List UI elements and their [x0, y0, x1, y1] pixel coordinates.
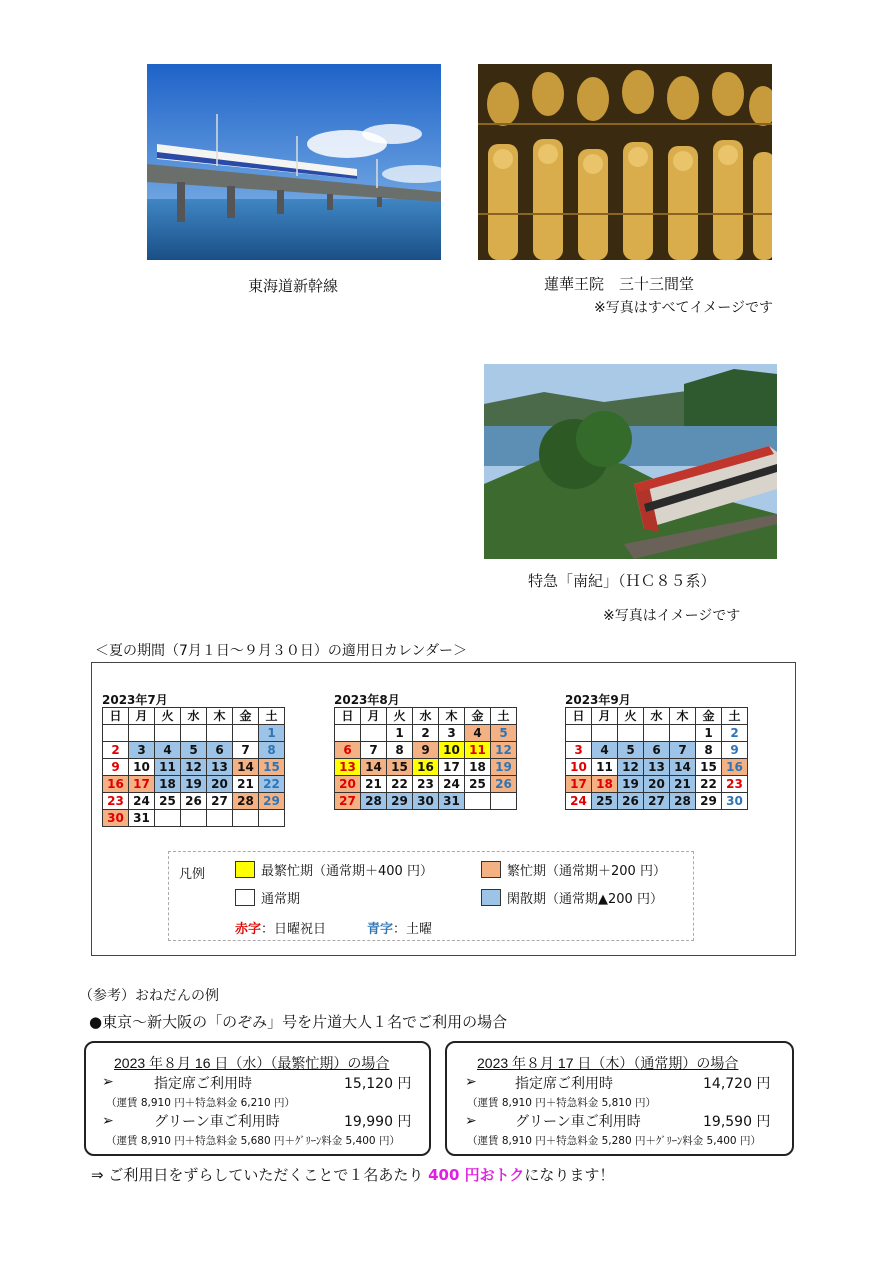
calendar-september [565, 693, 748, 810]
day-cell: 17 [129, 776, 155, 793]
day-cell [103, 725, 129, 742]
day-cell: 8 [696, 742, 722, 759]
day-cell: 21 [361, 776, 387, 793]
day-cell: 6 [207, 742, 233, 759]
day-cell: 23 [722, 776, 748, 793]
day-cell: 28 [670, 793, 696, 810]
day-cell: 12 [618, 759, 644, 776]
week-row [566, 793, 748, 810]
day-cell: 11 [592, 759, 618, 776]
day-cell: 24 [566, 793, 592, 810]
sanjusangendo-photo [478, 64, 772, 260]
week-row [335, 759, 517, 776]
nanki-photo [484, 364, 777, 559]
day-cell: 6 [644, 742, 670, 759]
day-cell: 5 [491, 725, 517, 742]
day-cell: 18 [155, 776, 181, 793]
day-cell [592, 725, 618, 742]
day-cell: 7 [670, 742, 696, 759]
day-cell [233, 725, 259, 742]
day-cell: 23 [413, 776, 439, 793]
day-cell: 17 [439, 759, 465, 776]
day-cell: 28 [361, 793, 387, 810]
green-price: 19,590 円 [703, 1114, 771, 1130]
off-swatch [481, 889, 501, 906]
price-box-peak [84, 1041, 431, 1156]
legend-red-text: ：日曜祝日 [261, 922, 327, 937]
conclusion-line [91, 1164, 614, 1185]
day-cell: 25 [155, 793, 181, 810]
day-cell: 12 [181, 759, 207, 776]
legend-blue-text: ：土曜 [393, 922, 433, 937]
price-box-normal [445, 1041, 794, 1156]
green-arrow: ➢ [102, 1113, 114, 1129]
legend-blue [367, 918, 432, 937]
day-cell: 20 [207, 776, 233, 793]
day-cell [207, 810, 233, 827]
week-row [566, 725, 748, 742]
day-cell: 7 [233, 742, 259, 759]
reserved-label: 指定席ご利用時 [154, 1076, 252, 1092]
day-cell: 10 [129, 759, 155, 776]
photo-note-one: ※写真はイメージです [603, 608, 741, 624]
day-cell: 10 [439, 742, 465, 759]
legend-off-text: 閑散期（通常期▲200 円） [507, 892, 663, 907]
day-cell [361, 725, 387, 742]
weekday-cell: 土 [491, 708, 517, 725]
day-cell: 30 [722, 793, 748, 810]
day-cell: 26 [181, 793, 207, 810]
day-cell: 20 [644, 776, 670, 793]
day-cell: 9 [103, 759, 129, 776]
day-cell [207, 725, 233, 742]
legend-normal-text: 通常期 [261, 892, 301, 907]
legend-off [481, 888, 663, 907]
day-cell: 14 [670, 759, 696, 776]
weekday-cell: 土 [722, 708, 748, 725]
day-cell: 10 [566, 759, 592, 776]
legend-peak-text: 最繁忙期（通常期＋400 円） [261, 864, 433, 879]
day-cell: 12 [491, 742, 517, 759]
reserved-price: 14,720 円 [703, 1076, 771, 1092]
day-cell: 3 [439, 725, 465, 742]
calendar-july [102, 693, 285, 827]
conclusion-suffix: になります！ [524, 1166, 615, 1184]
day-cell [618, 725, 644, 742]
week-row [103, 742, 285, 759]
week-row [566, 776, 748, 793]
calendar-august [334, 693, 517, 810]
day-cell: 14 [361, 759, 387, 776]
day-cell [491, 793, 517, 810]
week-row [103, 725, 285, 742]
day-cell: 31 [129, 810, 155, 827]
weekday-cell: 日 [566, 708, 592, 725]
day-cell: 4 [465, 725, 491, 742]
green-arrow: ➢ [465, 1113, 477, 1129]
day-cell: 1 [387, 725, 413, 742]
day-cell: 31 [439, 793, 465, 810]
day-cell: 26 [618, 793, 644, 810]
day-cell: 18 [465, 759, 491, 776]
green-label: グリーン車ご利用時 [154, 1114, 280, 1130]
day-cell: 20 [335, 776, 361, 793]
week-row [566, 759, 748, 776]
day-cell: 1 [259, 725, 285, 742]
legend-red [235, 918, 326, 937]
day-cell [181, 725, 207, 742]
shinkansen-caption: 東海道新幹線 [248, 277, 339, 295]
day-cell [181, 810, 207, 827]
price-box-title: 2023 年８月 16 日（水）（最繁忙期）の場合 [114, 1055, 390, 1071]
busy-swatch [481, 861, 501, 878]
weekday-header [103, 708, 285, 725]
day-cell: 13 [335, 759, 361, 776]
day-cell: 30 [103, 810, 129, 827]
day-cell: 2 [722, 725, 748, 742]
day-cell: 16 [413, 759, 439, 776]
weekday-cell: 火 [618, 708, 644, 725]
day-cell: 24 [129, 793, 155, 810]
reserved-detail: （運賃 8,910 円＋特急料金 5,810 円） [467, 1097, 656, 1109]
day-cell: 2 [103, 742, 129, 759]
weekday-cell: 水 [181, 708, 207, 725]
weekday-cell: 木 [207, 708, 233, 725]
weekday-cell: 月 [361, 708, 387, 725]
day-cell [155, 810, 181, 827]
weekday-header [335, 708, 517, 725]
day-cell: 15 [696, 759, 722, 776]
day-cell: 29 [696, 793, 722, 810]
legend-busy [481, 860, 666, 879]
weekday-cell: 土 [259, 708, 285, 725]
day-cell: 28 [233, 793, 259, 810]
day-cell: 7 [361, 742, 387, 759]
day-cell: 4 [155, 742, 181, 759]
day-cell: 22 [387, 776, 413, 793]
day-cell: 3 [129, 742, 155, 759]
day-cell [259, 810, 285, 827]
day-cell: 22 [696, 776, 722, 793]
price-box-title: 2023 年８月 17 日（木）（通常期）の場合 [477, 1055, 739, 1071]
day-cell: 29 [387, 793, 413, 810]
reserved-detail: （運賃 8,910 円＋特急料金 6,210 円） [106, 1097, 295, 1109]
day-cell: 1 [696, 725, 722, 742]
day-cell: 4 [592, 742, 618, 759]
week-row [103, 759, 285, 776]
day-cell: 23 [103, 793, 129, 810]
weekday-cell: 金 [233, 708, 259, 725]
normal-swatch [235, 889, 255, 906]
photo-note-all: ※写真はすべてイメージです [594, 300, 774, 316]
day-cell: 15 [259, 759, 285, 776]
day-cell: 15 [387, 759, 413, 776]
legend-normal [235, 888, 300, 907]
day-cell: 27 [644, 793, 670, 810]
day-cell: 24 [439, 776, 465, 793]
legend-busy-text: 繁忙期（通常期＋200 円） [507, 864, 666, 879]
green-label: グリーン車ご利用時 [515, 1114, 641, 1130]
legend-red-label: 赤字 [235, 922, 262, 937]
month-grid [102, 707, 285, 827]
sanjusangendo-caption: 蓮華王院 三十三間堂 [544, 275, 695, 293]
week-row [103, 776, 285, 793]
day-cell: 2 [413, 725, 439, 742]
day-cell: 16 [103, 776, 129, 793]
weekday-header [566, 708, 748, 725]
weekday-cell: 金 [696, 708, 722, 725]
day-cell [566, 725, 592, 742]
day-cell: 26 [491, 776, 517, 793]
legend-label: 凡例 [179, 867, 206, 882]
weekday-cell: 月 [592, 708, 618, 725]
calendar-heading: ＜夏の期間（7月１日～９月３０日）の適用日カレンダー＞ [95, 643, 467, 659]
weekday-cell: 火 [155, 708, 181, 725]
legend-peak [235, 860, 433, 879]
day-cell: 5 [181, 742, 207, 759]
day-cell: 25 [592, 793, 618, 810]
peak-swatch [235, 861, 255, 878]
day-cell: 17 [566, 776, 592, 793]
reserved-arrow: ➢ [465, 1074, 477, 1090]
calendar-legend [168, 851, 694, 941]
day-cell [644, 725, 670, 742]
weekday-cell: 水 [413, 708, 439, 725]
example-heading: ●東京～新大阪の「のぞみ」号を片道大人１名でご利用の場合 [89, 1013, 508, 1031]
week-row [103, 810, 285, 827]
day-cell [155, 725, 181, 742]
day-cell: 19 [181, 776, 207, 793]
weekday-cell: 水 [644, 708, 670, 725]
month-grid [565, 707, 748, 810]
green-price: 19,990 円 [344, 1114, 412, 1130]
day-cell: 8 [259, 742, 285, 759]
day-cell: 14 [233, 759, 259, 776]
weekday-cell: 木 [439, 708, 465, 725]
day-cell: 5 [618, 742, 644, 759]
week-row [335, 725, 517, 742]
week-row [335, 742, 517, 759]
day-cell: 13 [644, 759, 670, 776]
month-title: 2023年7月 [102, 693, 168, 707]
day-cell: 29 [259, 793, 285, 810]
weekday-cell: 金 [465, 708, 491, 725]
nanki-caption: 特急「南紀」（ＨＣ８５系） [528, 572, 716, 590]
month-title: 2023年8月 [334, 693, 400, 707]
legend-blue-label: 青字 [367, 922, 394, 937]
day-cell: 22 [259, 776, 285, 793]
green-detail: （運賃 8,910 円＋特急料金 5,680 円＋ｸﾞﾘｰﾝ料金 5,400 円） [106, 1135, 400, 1147]
day-cell: 21 [670, 776, 696, 793]
day-cell: 25 [465, 776, 491, 793]
conclusion-prefix: ⇒ ご利用日をずらしていただくことで１名あたり [91, 1166, 429, 1184]
day-cell [465, 793, 491, 810]
reserved-label: 指定席ご利用時 [515, 1076, 613, 1092]
day-cell: 9 [722, 742, 748, 759]
month-grid [334, 707, 517, 810]
month-title: 2023年9月 [565, 693, 631, 707]
day-cell: 13 [207, 759, 233, 776]
week-row [335, 793, 517, 810]
weekday-cell: 火 [387, 708, 413, 725]
weekday-cell: 日 [335, 708, 361, 725]
week-row [566, 742, 748, 759]
day-cell: 9 [413, 742, 439, 759]
day-cell [335, 725, 361, 742]
day-cell [129, 725, 155, 742]
day-cell: 3 [566, 742, 592, 759]
green-detail: （運賃 8,910 円＋特急料金 5,280 円＋ｸﾞﾘｰﾝ料金 5,400 円） [467, 1135, 761, 1147]
week-row [103, 793, 285, 810]
week-row [335, 776, 517, 793]
day-cell: 11 [465, 742, 491, 759]
day-cell: 18 [592, 776, 618, 793]
reference-heading: （参考）おねだんの例 [79, 988, 219, 1004]
day-cell [233, 810, 259, 827]
weekday-cell: 月 [129, 708, 155, 725]
reserved-arrow: ➢ [102, 1074, 114, 1090]
day-cell: 11 [155, 759, 181, 776]
shinkansen-photo [147, 64, 441, 260]
day-cell: 19 [618, 776, 644, 793]
conclusion-highlight: 400 円おトク [428, 1166, 525, 1184]
day-cell: 6 [335, 742, 361, 759]
day-cell: 21 [233, 776, 259, 793]
reserved-price: 15,120 円 [344, 1076, 412, 1092]
day-cell [670, 725, 696, 742]
day-cell: 8 [387, 742, 413, 759]
weekday-cell: 木 [670, 708, 696, 725]
day-cell: 27 [335, 793, 361, 810]
day-cell: 19 [491, 759, 517, 776]
day-cell: 16 [722, 759, 748, 776]
day-cell: 30 [413, 793, 439, 810]
weekday-cell: 日 [103, 708, 129, 725]
day-cell: 27 [207, 793, 233, 810]
